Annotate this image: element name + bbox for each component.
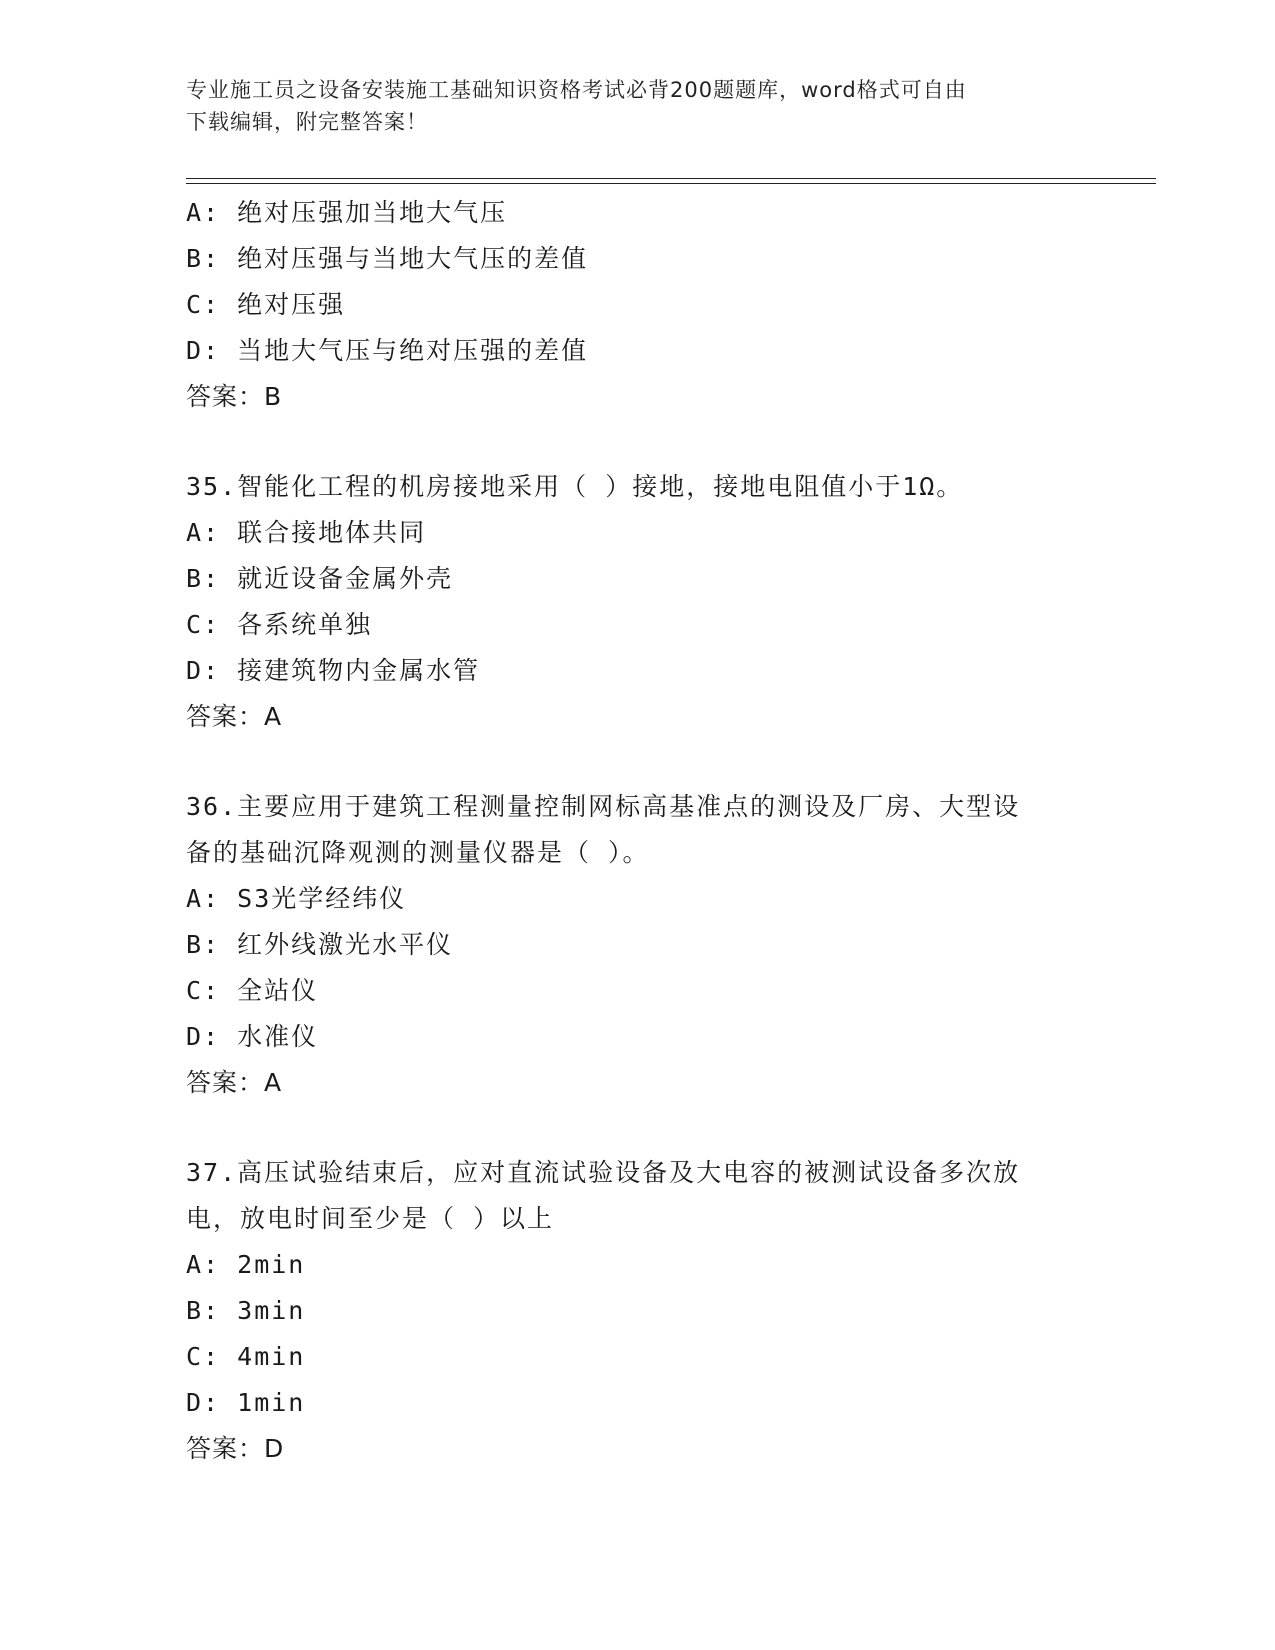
option-b: B: 红外线激光水平仪 [186, 930, 454, 959]
option-c: C: 全站仪 [186, 976, 319, 1005]
spacer [186, 420, 1086, 464]
option-d: D: 接建筑物内金属水管 [186, 656, 481, 685]
option-c: C: 各系统单独 [186, 610, 373, 639]
question-37 [186, 1150, 1086, 1472]
header-line-2: 下载编辑，附完整答案！ [186, 110, 428, 134]
answer-line: 答案：D [186, 1434, 285, 1463]
question-list [186, 190, 1086, 1472]
question-34 [186, 190, 1086, 420]
option-d: D: 当地大气压与绝对压强的差值 [186, 336, 589, 365]
question-36 [186, 784, 1086, 1106]
question-stem-line-1: 36.主要应用于建筑工程测量控制网标高基准点的测设及厂房、大型设 [186, 792, 1021, 821]
question-stem: 35.智能化工程的机房接地采用（ ）接地，接地电阻值小于1Ω。 [186, 472, 964, 501]
document-header [186, 74, 1076, 138]
spacer [186, 1106, 1086, 1150]
answer-line: 答案：A [186, 702, 283, 731]
option-a: A: 绝对压强加当地大气压 [186, 198, 508, 227]
question-35 [186, 464, 1086, 740]
answer-line: 答案：A [186, 1068, 283, 1097]
option-c: C: 4min [186, 1342, 306, 1371]
option-a: A: S3光学经纬仪 [186, 884, 407, 913]
option-c: C: 绝对压强 [186, 290, 346, 319]
option-b: B: 3min [186, 1296, 306, 1325]
option-b: B: 就近设备金属外壳 [186, 564, 454, 593]
spacer [186, 740, 1086, 784]
header-divider-bottom [186, 183, 1156, 184]
option-b: B: 绝对压强与当地大气压的差值 [186, 244, 589, 273]
header-line-1: 专业施工员之设备安装施工基础知识资格考试必背200题题库，word格式可自由 [186, 78, 967, 102]
option-d: D: 1min [186, 1388, 306, 1417]
header-divider-top [186, 178, 1156, 179]
option-a: A: 2min [186, 1250, 306, 1279]
answer-line: 答案：B [186, 382, 283, 411]
question-stem-line-2: 备的基础沉降观测的测量仪器是（ ）。 [186, 838, 650, 867]
question-stem-line-1: 37.高压试验结束后，应对直流试验设备及大电容的被测试设备多次放 [186, 1158, 1021, 1187]
question-stem-line-2: 电，放电时间至少是（ ）以上 [186, 1204, 555, 1233]
option-d: D: 水准仪 [186, 1022, 319, 1051]
option-a: A: 联合接地体共同 [186, 518, 427, 547]
